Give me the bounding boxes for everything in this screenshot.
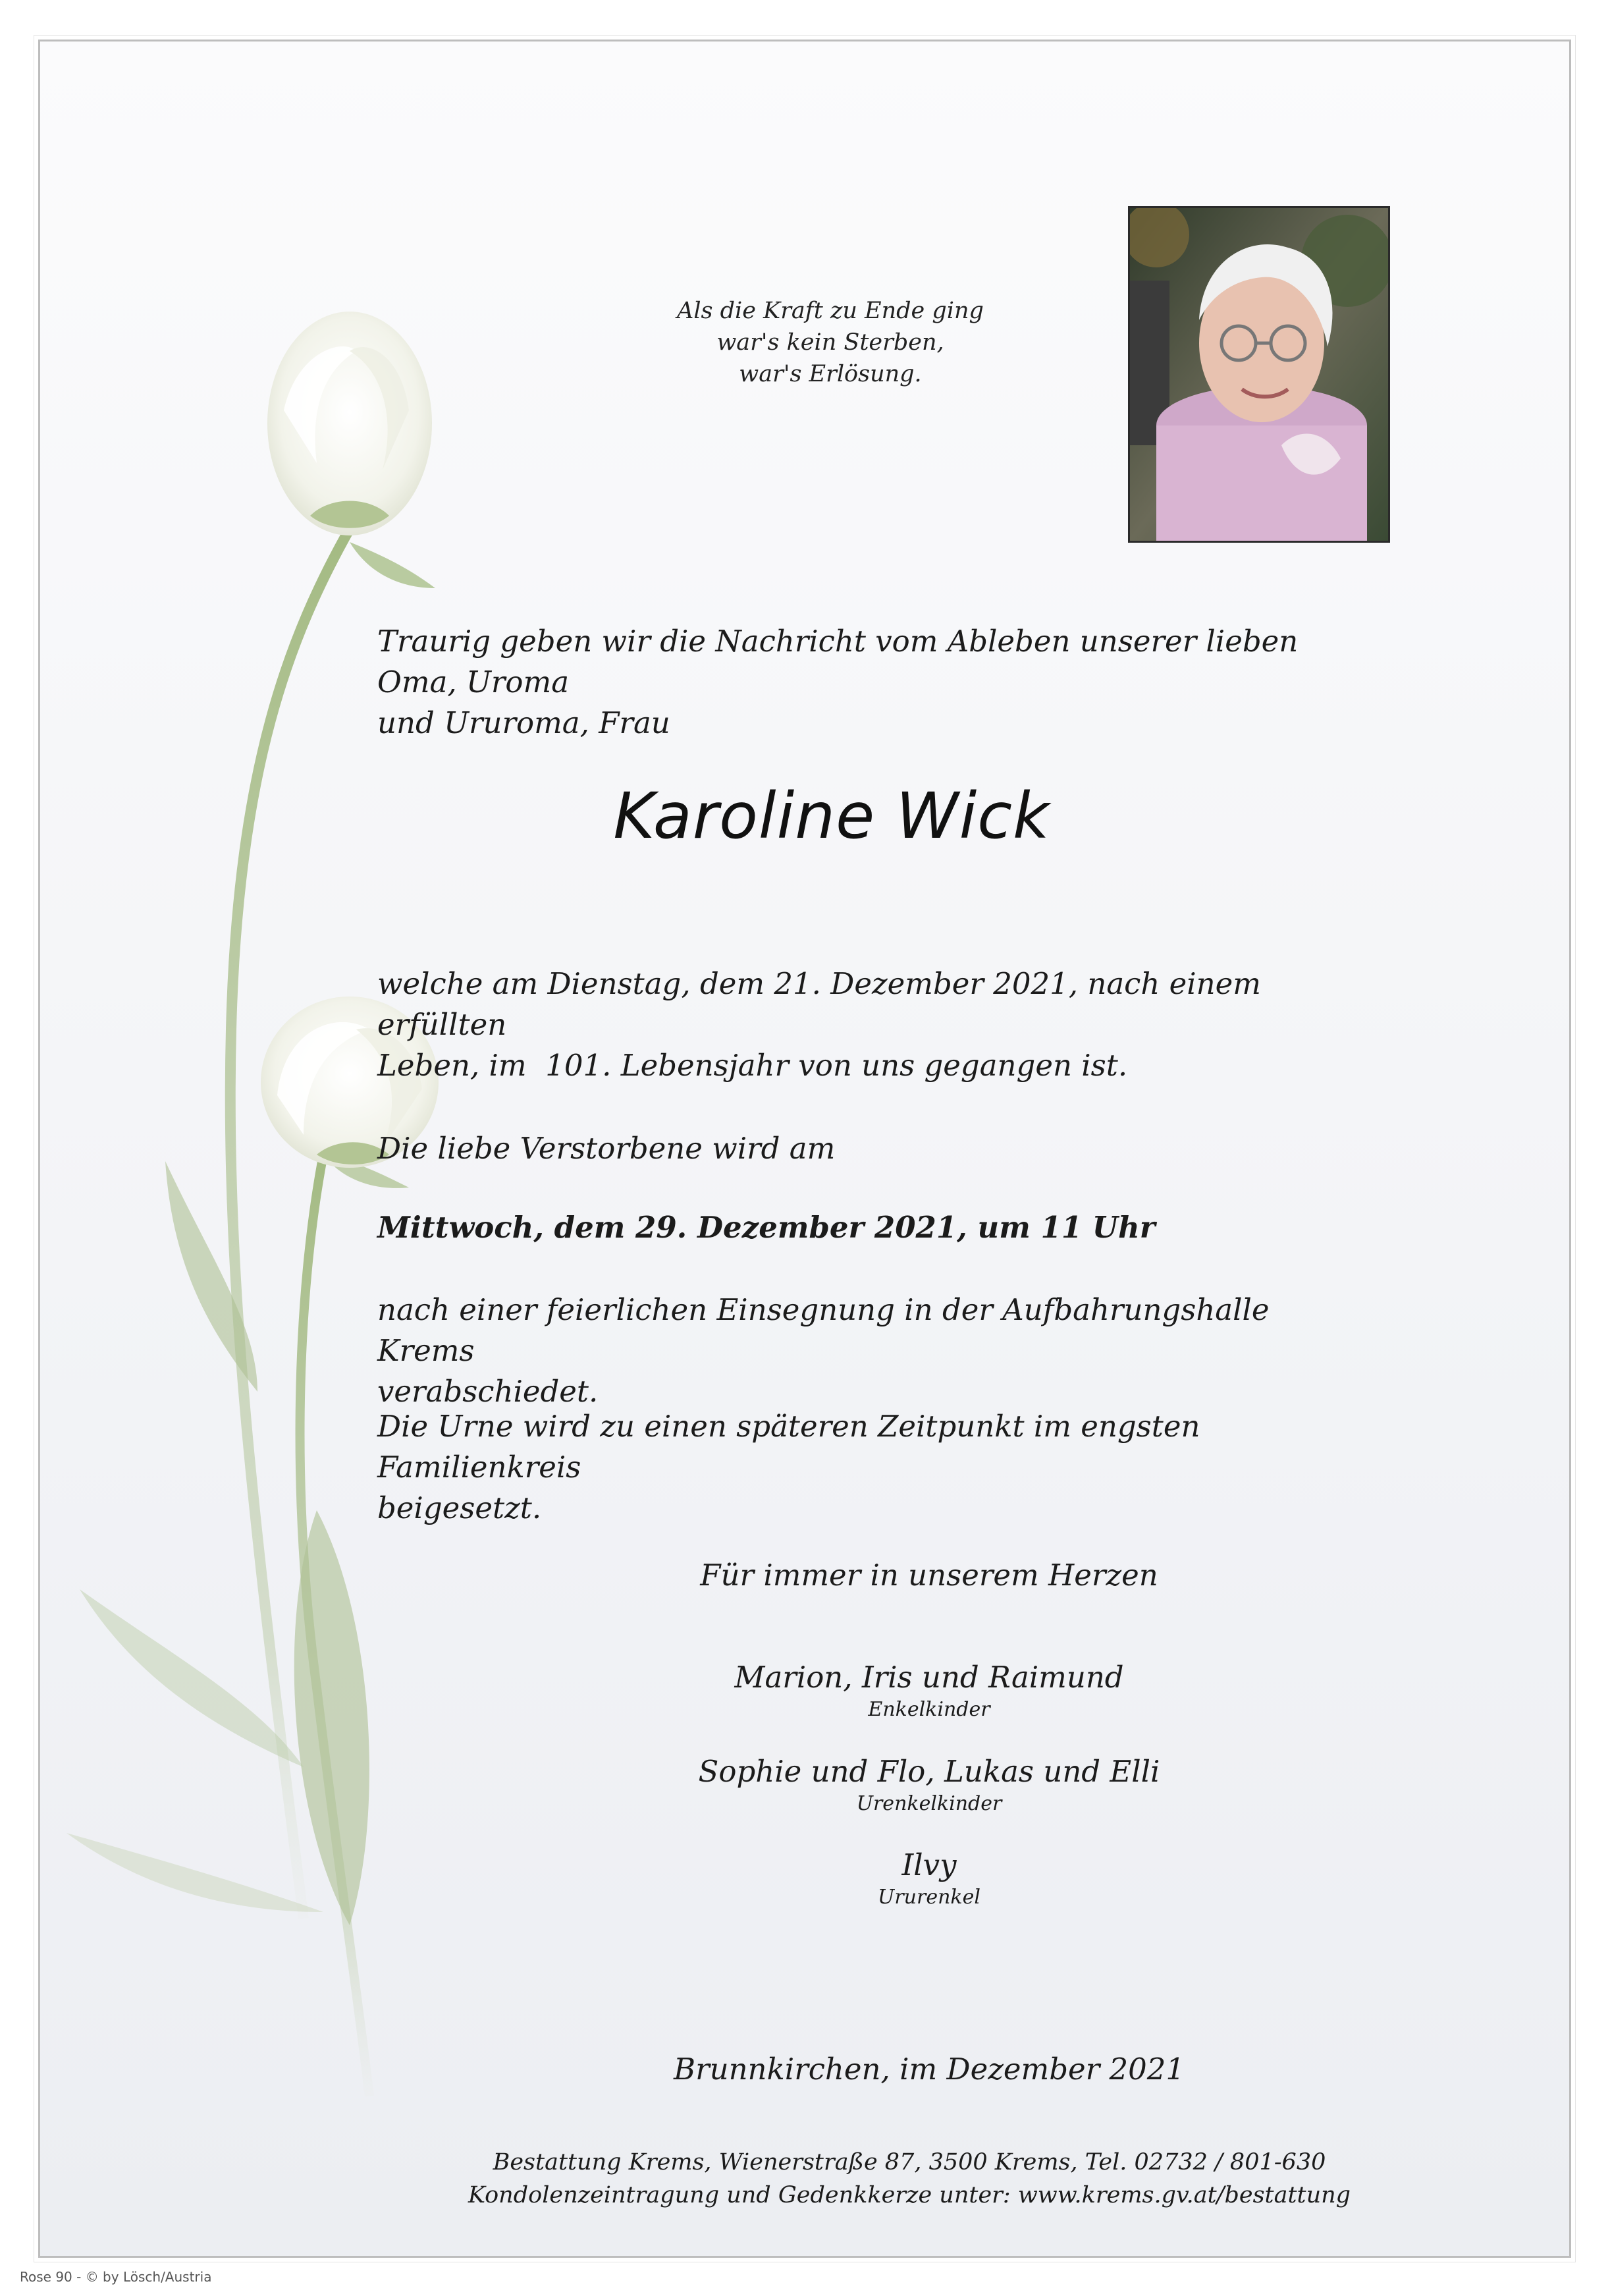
portrait-photo [1128, 206, 1390, 543]
mourner-names: Marion, Iris und Raimund [734, 1660, 1124, 1695]
death-info-line: welche am Dienstag, dem 21. Dezember 2021, nach einem erfüllten [377, 966, 1261, 1042]
mourner-names: Ilvy [901, 1847, 957, 1882]
mourner-role: Enkelkinder [868, 1698, 990, 1721]
announcement-line: Traurig geben wir die Nachricht vom Ableben unserer lieben Oma, Uroma [377, 624, 1299, 699]
mourner-group [501, 1846, 1357, 1911]
ceremony-text [377, 1290, 1365, 1412]
footer-line: Kondolenzeintragung und Gedenkkerze unter: www.krems.gv.at/bestattung [468, 2182, 1351, 2208]
death-info-line: Leben, im 101. Lebensjahr von uns gegangen ist. [377, 1048, 1128, 1083]
mourner-names: Sophie und Flo, Lukas und Elli [698, 1754, 1160, 1789]
portrait-image [1130, 208, 1388, 541]
ceremony-line: verabschiedet. [377, 1374, 599, 1409]
mourner-role: Ururenkel [878, 1886, 980, 1909]
announcement-text [377, 621, 1365, 744]
mourner-group [501, 1753, 1357, 1817]
urn-line: beigesetzt. [377, 1490, 542, 1525]
mourner-role: Urenkelkinder [856, 1792, 1002, 1815]
farewell-date: Mittwoch, dem 29. Dezember 2021, um 11 Uhr [377, 1210, 1156, 1245]
motto-line: war's Erlösung. [739, 361, 922, 387]
urn-line: Die Urne wird zu einen späteren Zeitpunkt im engsten Familienkreis [377, 1409, 1200, 1485]
place-date: Brunnkirchen, im Dezember 2021 [674, 2052, 1185, 2087]
death-info-text [377, 964, 1365, 1086]
footer-line: Bestattung Krems, Wienerstraße 87, 3500 Krems, Tel. 02732 / 801-630 [493, 2149, 1326, 2175]
obituary-card [38, 40, 1571, 2258]
motto-quote [633, 295, 1028, 390]
funeral-home-footer [448, 2146, 1370, 2212]
motto-line: war's kein Sterben, [716, 329, 944, 356]
mourner-group [501, 1658, 1357, 1723]
farewell-intro: Die liebe Verstorbene wird am [377, 1131, 836, 1166]
closing-phrase: Für immer in unserem Herzen [700, 1558, 1158, 1593]
urn-text [377, 1406, 1365, 1529]
ceremony-line: nach einer feierlichen Einsegnung in der Aufbahrungshalle Krems [377, 1292, 1270, 1368]
motto-line: Als die Kraft zu Ende ging [677, 298, 984, 324]
announcement-line: und Ururoma, Frau [377, 705, 670, 740]
deceased-name: Karoline Wick [613, 779, 1050, 853]
image-credit: Rose 90 - © by Lösch/Austria [20, 2269, 212, 2285]
